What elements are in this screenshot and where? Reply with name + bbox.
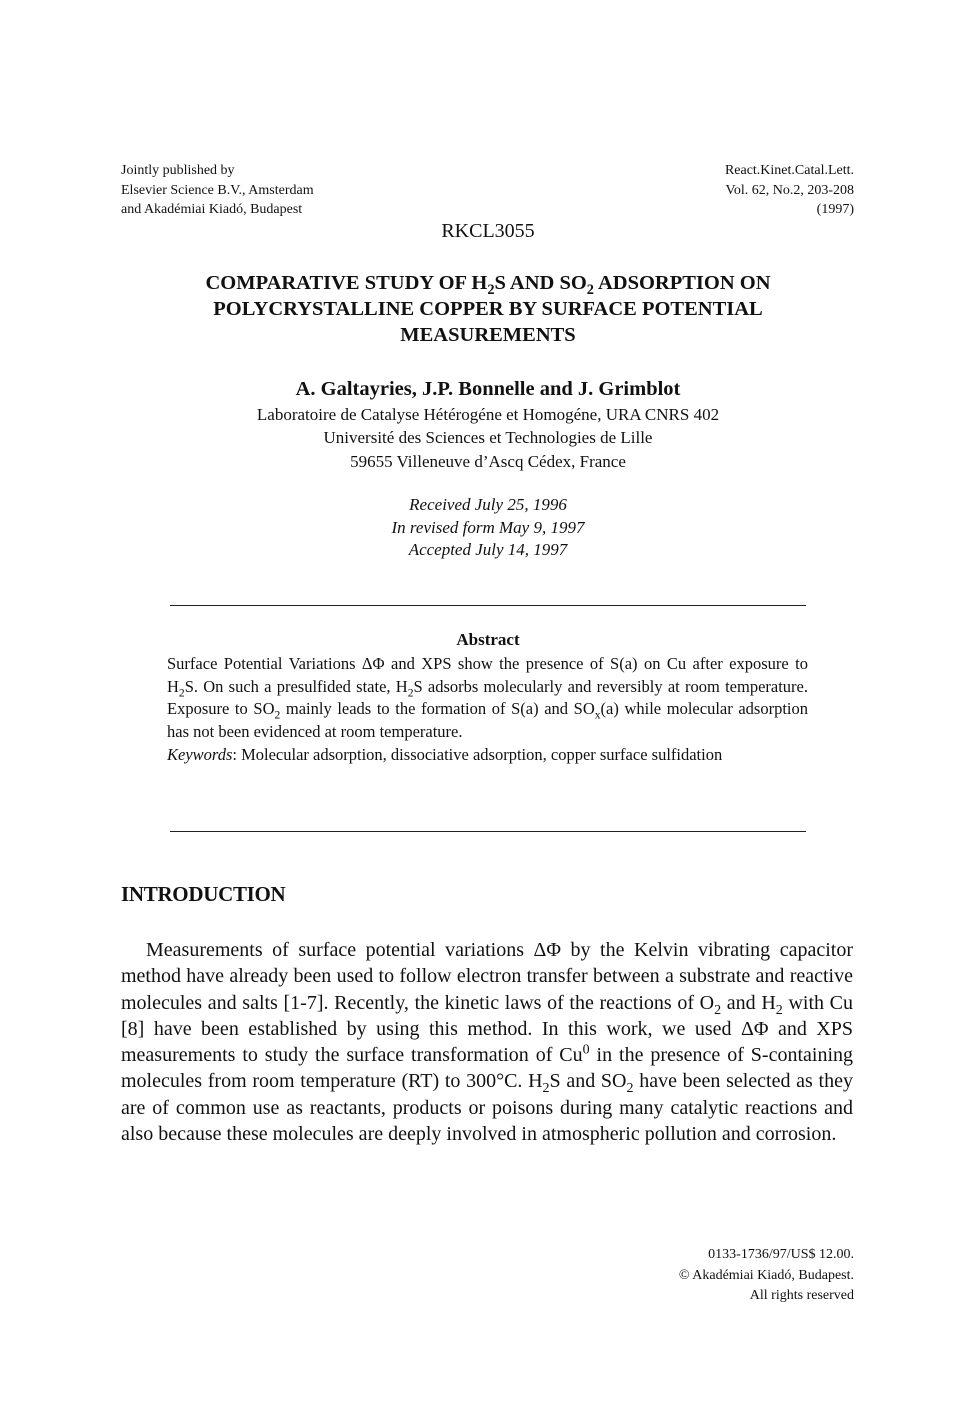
revised-date: In revised form May 9, 1997	[391, 517, 585, 537]
journal-line: React.Kinet.Catal.Lett.	[724, 163, 854, 178]
abstract-subscript: 2	[407, 687, 414, 699]
affiliation-line: Laboratoire de Catalyse Hétérogéne et Homogéne, URA CNRS 402	[256, 405, 720, 424]
journal-line: Vol. 62, No.2, 203-208	[725, 182, 854, 198]
introduction-paragraph	[121, 937, 853, 1147]
article-code: RKCL3055	[441, 220, 535, 242]
intro-span: with Cu [8] have been established by using this method. In this work, we used ΔΦ and XPS measurements to study the surface transformation of Cu	[121, 991, 853, 1067]
abstract-span: S adsorbs molecularly and reversibly at room temperature. Exposure to SO	[167, 676, 808, 719]
title-text: COMPARATIVE STUDY OF H	[205, 272, 488, 294]
footer-line: 0133-1736/97/US$ 12.00.	[708, 1247, 854, 1262]
intro-span: in the presence of S-containing molecules from room temperature (RT) to 300°C. H	[121, 1044, 854, 1093]
title-subscript: 2	[487, 282, 495, 299]
introduction-body	[121, 937, 853, 1147]
dates	[0, 494, 976, 562]
abstract-span: S. On such a presulfided state, H	[184, 676, 408, 696]
journal-info	[725, 161, 854, 220]
publisher-line: and Akadémiai Kiadó, Budapest	[121, 202, 303, 217]
title-text: ADSORPTION ON POLYCRYSTALLINE COPPER BY SURFACE POTENTIAL MEASUREMENTS	[213, 272, 771, 346]
accepted-date: Accepted July 14, 1997	[408, 540, 568, 559]
abstract-body	[167, 653, 808, 767]
keywords-text: : Molecular adsorption, dissociative adsorption, copper surface sulfidation	[232, 744, 723, 764]
publisher-line: Jointly published by	[121, 163, 235, 178]
publisher-line: Elsevier Science B.V., Amsterdam	[121, 182, 314, 198]
intro-subscript: 2	[775, 1002, 783, 1018]
journal-line: (1997)	[816, 202, 854, 217]
title-text: S AND SO	[494, 272, 587, 294]
affiliation-line: 59655 Villeneuve d’Ascq Cédex, France	[350, 451, 626, 471]
abstract-subscript: 2	[178, 687, 185, 699]
intro-span: have been selected as they are of common use as reactants, products or poisons during many catalytic reactions and also because these molecules are deeply involved in atmospheric pollution and corrosion.	[121, 1070, 853, 1146]
abstract-top-rule	[170, 605, 806, 606]
abstract-span: (a) while molecular adsorption has not been evidenced at room temperature.	[167, 699, 808, 742]
footer-line: © Akadémiai Kiadó, Budapest.	[678, 1267, 854, 1283]
abstract-bottom-rule	[170, 831, 806, 832]
abstract-subscript: 2	[274, 709, 281, 722]
intro-superscript: 0	[582, 1042, 590, 1058]
authors: A. Galtayries, J.P. Bonnelle and J. Grimblot	[295, 378, 681, 400]
title-subscript: 2	[586, 282, 594, 299]
paper-title	[150, 270, 826, 348]
keywords-label: Keywords	[167, 744, 233, 764]
abstract-subscript: x	[594, 709, 601, 722]
section-heading-introduction: INTRODUCTION	[121, 882, 286, 906]
publisher-info	[121, 161, 314, 220]
intro-span: Measurements of surface potential variations ΔΦ by the Kelvin vibrating capacitor method have already been used to follow electron transfer between a substrate and reactive molecules and salts [1-7]. Recently, the kinetic laws of the reactions of O	[121, 939, 853, 1014]
affiliation-line: Université des Sciences et Technologies de Lille	[323, 428, 653, 448]
received-date: Received July 25, 1996	[409, 495, 567, 514]
footer-line: All rights reserved	[749, 1288, 854, 1303]
abstract-span: mainly leads to the formation of S(a) and SO	[280, 699, 595, 719]
affiliation	[0, 403, 976, 473]
intro-subscript: 2	[626, 1081, 634, 1097]
intro-subscript: 2	[542, 1081, 550, 1097]
abstract-heading: Abstract	[456, 630, 520, 649]
intro-span: and H	[721, 991, 776, 1014]
intro-subscript: 2	[714, 1002, 722, 1018]
abstract-span: Surface Potential Variations ΔΦ and XPS show the presence of S(a) on Cu after exposure to H	[167, 654, 808, 696]
copyright-footer	[679, 1245, 854, 1307]
abstract-text	[167, 653, 808, 744]
intro-span: S and SO	[549, 1070, 627, 1093]
keywords	[167, 744, 808, 767]
